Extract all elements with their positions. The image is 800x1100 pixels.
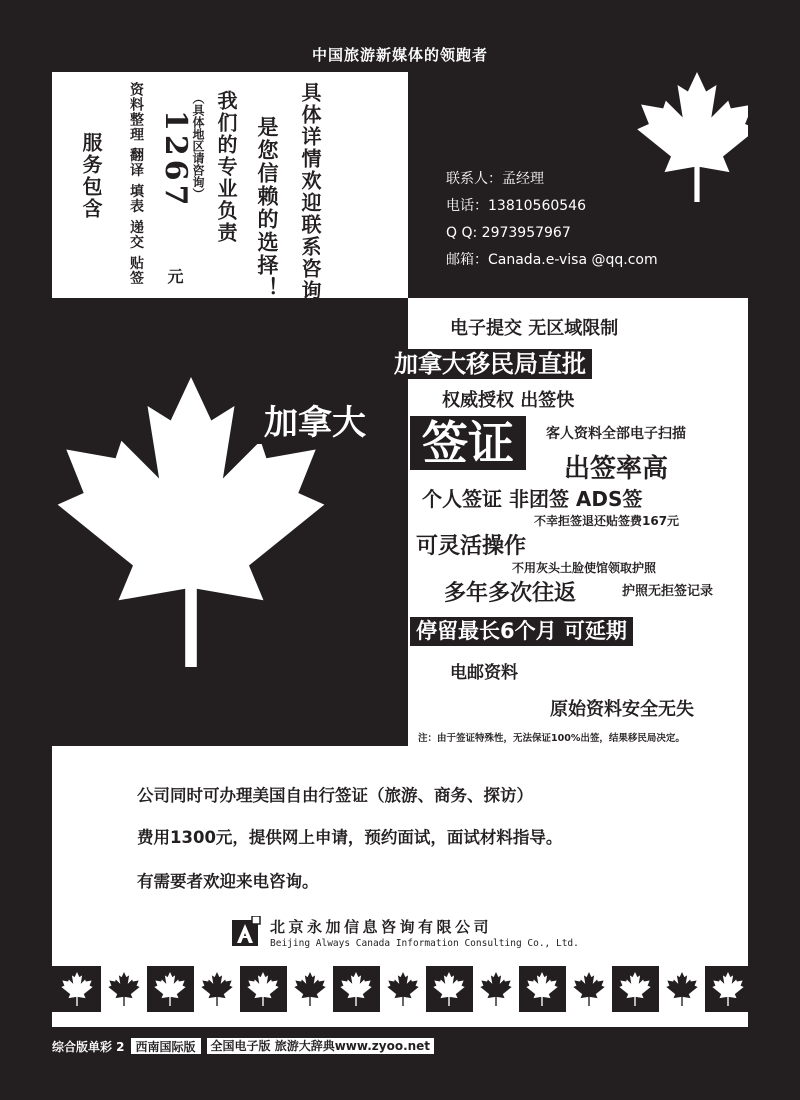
info-line-3: 有需要者欢迎来电咨询。: [137, 872, 319, 891]
services-heading: 服务包含: [79, 132, 103, 220]
maple-leaf-tile: [705, 966, 748, 1012]
footer-site[interactable]: 全国电子版 旅游大辞典www.zyoo.net: [207, 1038, 435, 1054]
maple-leaf-icon: [618, 972, 652, 1006]
slogan-stay: 停留最长6个月 可延期: [410, 617, 633, 646]
info-line-2: 费用1300元，提供网上申请，预约面试，面试材料指导。: [137, 828, 563, 847]
company-logo-icon: [232, 916, 262, 946]
slogan-rate: 出签率高: [564, 454, 669, 484]
maple-leaf-tile: [473, 966, 519, 1012]
maple-leaf-tile: [240, 966, 286, 1012]
company-name-en: Beijing Always Canada Information Consulting Co., Ltd.: [270, 938, 579, 949]
maple-leaf-icon: [107, 972, 141, 1006]
footer: [52, 1036, 434, 1056]
maple-leaf-tile: [426, 966, 472, 1012]
price-unit: 元: [165, 268, 184, 284]
footer-edition-tag: 西南国际版: [131, 1038, 201, 1054]
welcome-text: 具体详情欢迎联系咨询: [298, 82, 322, 302]
header-tagline: 中国旅游新媒体的领跑者: [311, 46, 488, 64]
maple-leaf-tile: [54, 966, 100, 1012]
maple-leaf-icon: [711, 972, 745, 1006]
maple-leaf-icon: [200, 972, 234, 1006]
price-value: 1267: [158, 110, 193, 210]
slogan-types: 个人签证 非团签 ADS签: [422, 487, 643, 511]
services-list: 资料整理 翻译 填表 递交 贴签: [128, 82, 144, 286]
contact-phone: 电话：13810560546: [446, 198, 586, 214]
maple-leaf-tile: [333, 966, 379, 1012]
info-line-1: 公司同时可办理美国自由行签证（旅游、商务、探访）: [137, 786, 533, 805]
maple-leaf-icon: [293, 972, 327, 1006]
advertisement-page: [52, 72, 748, 1027]
slogan-authority: 权威授权 出签快: [442, 390, 575, 411]
slogan-electronic: 电子提交 无区域限制: [450, 318, 619, 339]
maple-leaf-icon: [153, 972, 187, 1006]
contact-email[interactable]: 邮箱：Canada.e-visa @qq.com: [446, 252, 658, 268]
contact-qq: Q Q: 2973957967: [446, 225, 571, 241]
maple-leaf-icon: [665, 972, 699, 1006]
slogan-visa: 签证: [410, 416, 526, 470]
maple-leaf-icon: [432, 972, 466, 1006]
slogan-direct: 加拿大移民局直批: [388, 349, 592, 379]
maple-leaf-tile: [147, 966, 193, 1012]
maple-leaf-tile: [287, 966, 333, 1012]
slogan-scan: 客人资料全部电子扫描: [546, 426, 686, 442]
slogan-safe: 原始资料安全无失: [550, 699, 694, 720]
slogan-norecord: 护照无拒签记录: [622, 584, 714, 599]
maple-leaf-icon: [386, 972, 420, 1006]
maple-leaf-icon: [525, 972, 559, 1006]
maple-leaf-icon: [572, 972, 606, 1006]
maple-leaf-tile: [519, 966, 565, 1012]
maple-leaf-icon: [632, 72, 748, 212]
maple-leaf-icon: [339, 972, 373, 1006]
footer-label: 综合版单彩 2: [52, 1039, 125, 1054]
trust-text: 是您信赖的选择！: [255, 116, 279, 300]
slogan-multi: 多年多次往返: [444, 581, 577, 606]
slogan-refund: 不幸拒签退还贴签费167元: [534, 514, 680, 528]
maple-leaf-tile: [566, 966, 612, 1012]
slogan-mail: 电邮资料: [450, 663, 518, 683]
maple-leaf-icon: [246, 972, 280, 1006]
maple-leaf-tile: [194, 966, 240, 1012]
price-note: （具体地区请咨询）: [191, 92, 205, 200]
slogan-note: 注：由于签证特殊性，无法保证100%出签，结果移民局决定。: [418, 733, 685, 744]
maple-leaf-icon: [479, 972, 513, 1006]
slogan-flex: 可灵活操作: [416, 534, 527, 559]
contact-block: [446, 166, 658, 274]
slogan-canada: 加拿大: [256, 402, 374, 444]
maple-leaf-tile: [101, 966, 147, 1012]
maple-leaf-strip: [52, 966, 748, 1012]
maple-leaf-icon: [60, 972, 94, 1006]
responsible-text: 我们的专业负责: [214, 90, 238, 244]
maple-leaf-tile: [612, 966, 658, 1012]
maple-leaf-tile: [659, 966, 705, 1012]
company-name-cn: 北京永加信息咨询有限公司: [270, 918, 493, 936]
maple-leaf-tile: [380, 966, 426, 1012]
slogan-noneed: 不用灰头土脸使馆领取护照: [512, 561, 657, 575]
contact-person: 联系人：孟经理: [446, 171, 544, 187]
